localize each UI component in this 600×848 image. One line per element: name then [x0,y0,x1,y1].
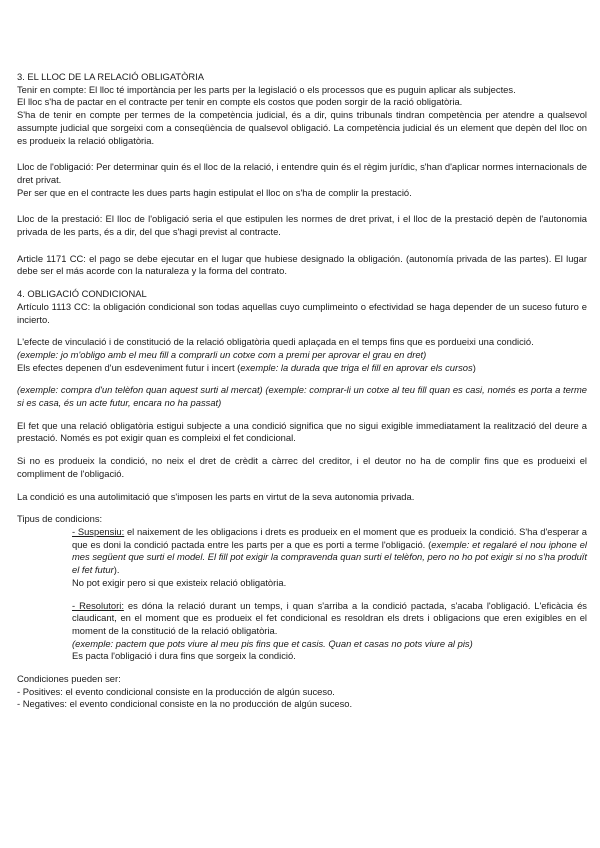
condiciones-title: Condiciones pueden ser: [17,673,121,685]
condition-type-suspensiu [72,526,587,590]
list-item: - Negatives: el evento condicional consiste en la no producción de algún suceso. [17,698,353,710]
example-text: exemple: et regalaré el nou iphone el mes següent que surti el model. El fill pot exigir la compravenda quan surti el telèfon, pero no ho pot exigir si no s'ha produït el fet futur [72,538,587,576]
paragraph: L'efecte de vinculació i de constitució de la relació obligatòria quedi aplaçada en el temps fins que es pordueixi una condició. [17,336,534,348]
paragraph: El lloc s'ha de pactar en el contracte per tenir en compte els costos que poden sorgir de la ració obligatòria. [17,96,463,108]
list-item: - Positives: el evento condicional consiste en la producción de algún suceso. [17,685,335,697]
term-label: - Resolutori: [72,599,124,611]
text-span: ) [472,361,476,373]
condition-type-resolutori [72,600,587,664]
text-span: el naixement de les obligacions i drets es produeix en el moment que es produeix la condició. S'ha d'esperar a que es doni la condició pactada entre les parts per a que es porti a terme l'obligació. ( [72,525,587,550]
text-span: es dóna la relació durant un temps, i quan s'arriba a la condició pactada, s'acaba l'obligació. L'eficàcia és claudicant, en el moment que es produeix el fet condicional es resoldran els drets i obligacions que eren exigibles en el moment de la constitució de la relació obligatòria. [72,599,587,636]
paragraph [72,526,587,577]
document-page [17,71,587,711]
paragraph [72,600,587,638]
paragraph: Si no es produeix la condició, no neix el dret de crèdit a càrrec del creditor, i el deutor no ha de complir fins que es produeixi el compliment de l'obligació. [17,455,587,479]
paragraph-article-1171: Article 1171 CC: el pago se debe ejecutar en el lugar que hubiese designado la obligación. (autonomía privada de las partes). El lugar debe ser el más acorde con la naturaleza y la forma del contrato. [17,252,587,277]
example-text: (exemple: compra d'un telèfon quan aquest surti al mercat) [17,384,263,396]
paragraph-lloc-obligacio: Lloc de l'obligació: Per determinar quin és el lloc de la relació, i entendre quin és el règim jurídic, s'han d'aplicar normes internacionals de dret privat. [17,161,587,185]
paragraph: Es pacta l'obligació i dura fins que sorgeix la condició. [72,650,296,662]
paragraph: No pot exigir pero si que existeix relació obligatòria. [72,576,287,588]
paragraph [17,384,587,409]
paragraph: Per ser que en el contracte les dues parts hagin estipulat el lloc on s'ha de complir la prestació. [17,186,412,198]
paragraph: El fet que una relació obligatòria estigui subjecte a una condició significa que no sigui exigible immediatament la realització del deure a prestació. Només es pot exigir quan es compleixi el fet condicional. [17,419,587,444]
text-span: ). [113,564,120,576]
example-text: (exemple: comprar-li un cotxe al teu fill quan es casi, només es porta a terme si es casa, és un acte futur, encara no ha passat) [17,384,587,409]
paragraph: La condició es una autolimitació que s'imposen les parts en virtut de la seva autonomia privada. [17,490,415,502]
paragraph: Tenir en compte: El lloc té importància per les parts per la legislació o els processos que es puguin aplicar als subjectes. [17,83,516,95]
term-label: - Suspensiu: [72,525,125,537]
section-3-title: 3. EL LLOC DE LA RELACIÓ OBLIGATÒRIA [17,71,205,82]
text-span: Els efectes depenen d'un esdeveniment futur i incert ( [17,361,241,373]
example-text: exemple: la durada que triga el fill en aprovar els cursos [240,361,473,373]
paragraph: S'ha de tenir en compte per termes de la competència judicial, és a dir, quins tribunals tindran competència per atendre a qualsevol assumpte judicial que sorgeixi com a conseqüència de qualsevol obligació. La competència judicial és un element que depèn del lloc on es produeix la relació obligatòria. [17,109,587,146]
paragraph-lloc-prestacio: Lloc de la prestació: El lloc de l'obligació seria el que estipulen les normes de dret privat, i el lloc de la prestació depèn de l'autonomia privada de les parts, és a dir, del que s'hagi previst al contracte. [17,213,587,238]
example-text: (exemple: pactem que pots viure al meu pis fins que et casis. Quan et casas no pots viure al pis) [72,637,473,649]
paragraph [17,362,587,375]
example-text: (exemple: jo m'obligo amb el meu fill a comprarli un cotxe com a premi per aprovar el grau en dret) [17,348,427,360]
paragraph-article-1113: Artículo 1113 CC: la obligación condicional son todas aquellas cuyo cumplimeinto o efectividad se haga depender de un suceso futuro e incierto. [17,300,587,325]
tipus-condicions-title: Tipus de condicions: [17,513,103,525]
section-4-title: 4. OBLIGACIÓ CONDICIONAL [17,288,147,300]
